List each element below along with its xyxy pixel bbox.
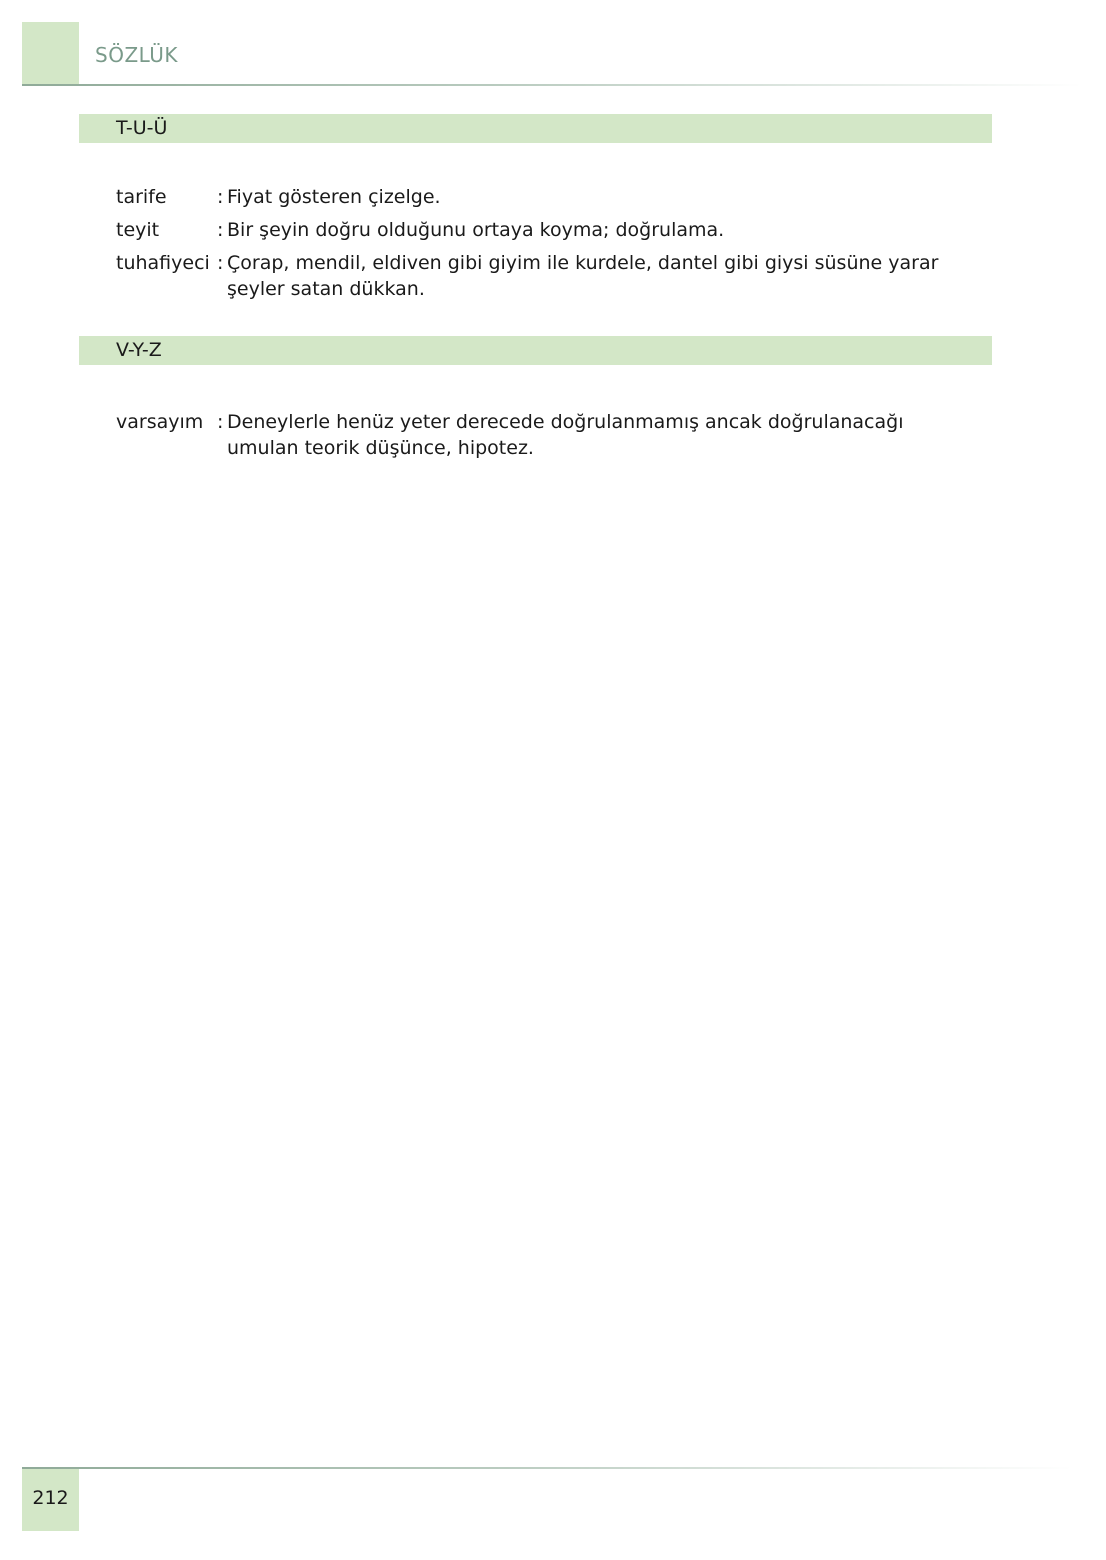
- header-accent-block: [22, 22, 79, 85]
- entry-term: varsayım: [116, 411, 204, 433]
- entry-definition: Bir şeyin doğru olduğunu ortaya koyma; doğrulama.: [227, 219, 725, 241]
- entry-definition: Fiyat gösteren çizelge.: [227, 186, 441, 208]
- entry-definition: Çorap, mendil, eldiven gibi giyim ile kurdele, dantel gibi giysi süsüne yarar şeyler satan dükkan.: [227, 252, 939, 300]
- entry-definition: Deneylerle henüz yeter derecede doğrulanmamış ancak doğrulanacağı umulan teorik düşünce, hipotez.: [227, 411, 904, 459]
- footer-accent-block: [22, 1469, 79, 1531]
- section-header-tuu: [79, 114, 992, 143]
- entry-colon: :: [217, 186, 224, 208]
- entry-term: tuhafiyeci: [116, 252, 210, 274]
- section-label: T-U-Ü: [116, 117, 168, 139]
- entry-colon: :: [217, 219, 224, 241]
- entry-colon: :: [217, 252, 224, 274]
- entry-term: teyit: [116, 219, 160, 241]
- section-label: V-Y-Z: [116, 339, 162, 361]
- page-header-title: SÖZLÜK: [95, 43, 179, 67]
- section-header-vyz: [79, 336, 992, 365]
- entry-term: tarife: [116, 186, 167, 208]
- entry-colon: :: [217, 411, 224, 433]
- page-number: 212: [32, 1487, 69, 1509]
- footer-divider: [22, 1467, 1072, 1469]
- header-divider: [22, 84, 1082, 86]
